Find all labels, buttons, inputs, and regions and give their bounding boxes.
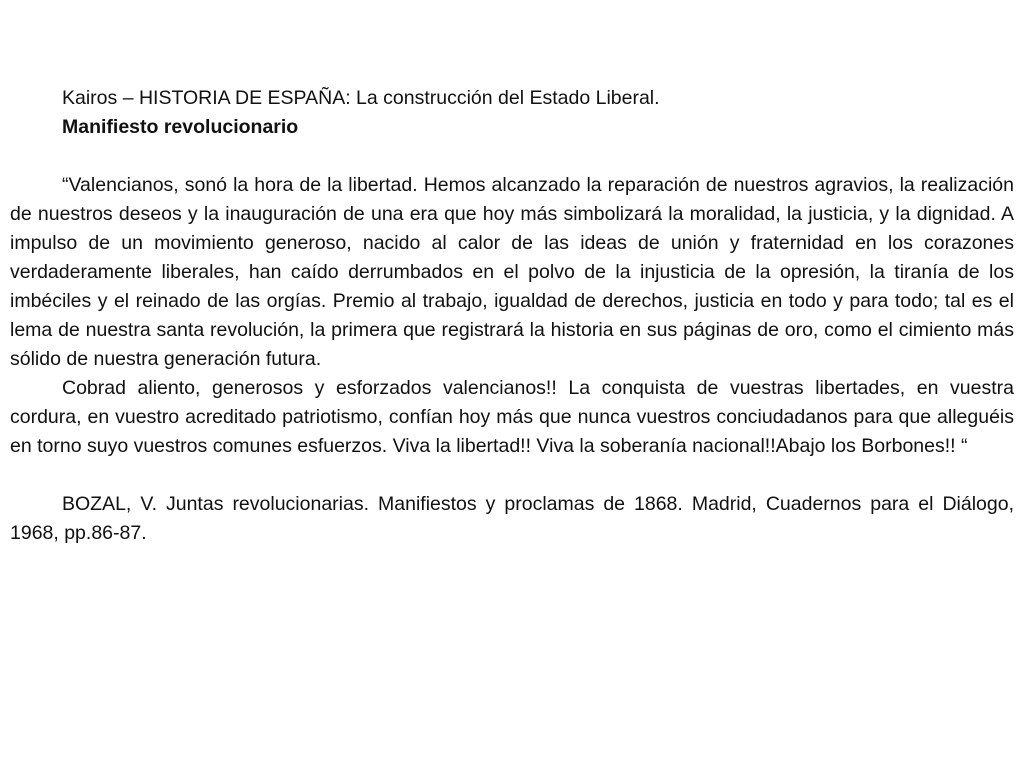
source-citation: BOZAL, V. Juntas revolucionarias. Manifiestos y proclamas de 1868. Madrid, Cuadernos para el Diálogo, 1968, pp.86-87. <box>10 493 1014 544</box>
manifesto-paragraph-1: “Valencianos, sonó la hora de la libertad. Hemos alcanzado la reparación de nuestros agravios, la realización de nuestros deseos y la inauguración de una era que hoy más simbolizará la moralidad, la justicia, y la dignidad. A impulso de un movimiento generoso, nacido al calor de las ideas de unión y fraternidad en los corazones verdaderamente liberales, han caído derrumbados en el polvo de la injusticia de la opresión, la tiranía de los imbéciles y el reinado de las orgías. Premio al trabajo, igualdad de derechos, justicia en todo y para todo; tal es el lema de nuestra santa revolución, la primera que registrará la historia en sus páginas de oro, como el cimiento más sólido de nuestra generación futura. <box>10 174 1014 370</box>
spacer <box>10 142 1014 171</box>
manifesto-paragraph-2: Cobrad aliento, generosos y esforzados valencianos!! La conquista de vuestras libertades, en vuestra cordura, en vuestro acreditado patriotismo, confían hoy más que nunca vuestros conciudadanos para que alleguéis en torno suyo vuestros comunes esfuerzos. Viva la libertad!! Viva la soberanía nacional!!Abajo los Borbones!! “ <box>10 377 1014 457</box>
document-title: Kairos – HISTORIA DE ESPAÑA: La construcción del Estado Liberal. <box>62 87 660 109</box>
slide-content <box>10 84 1014 548</box>
document-subtitle: Manifiesto revolucionario <box>62 116 299 138</box>
spacer <box>10 461 1014 490</box>
